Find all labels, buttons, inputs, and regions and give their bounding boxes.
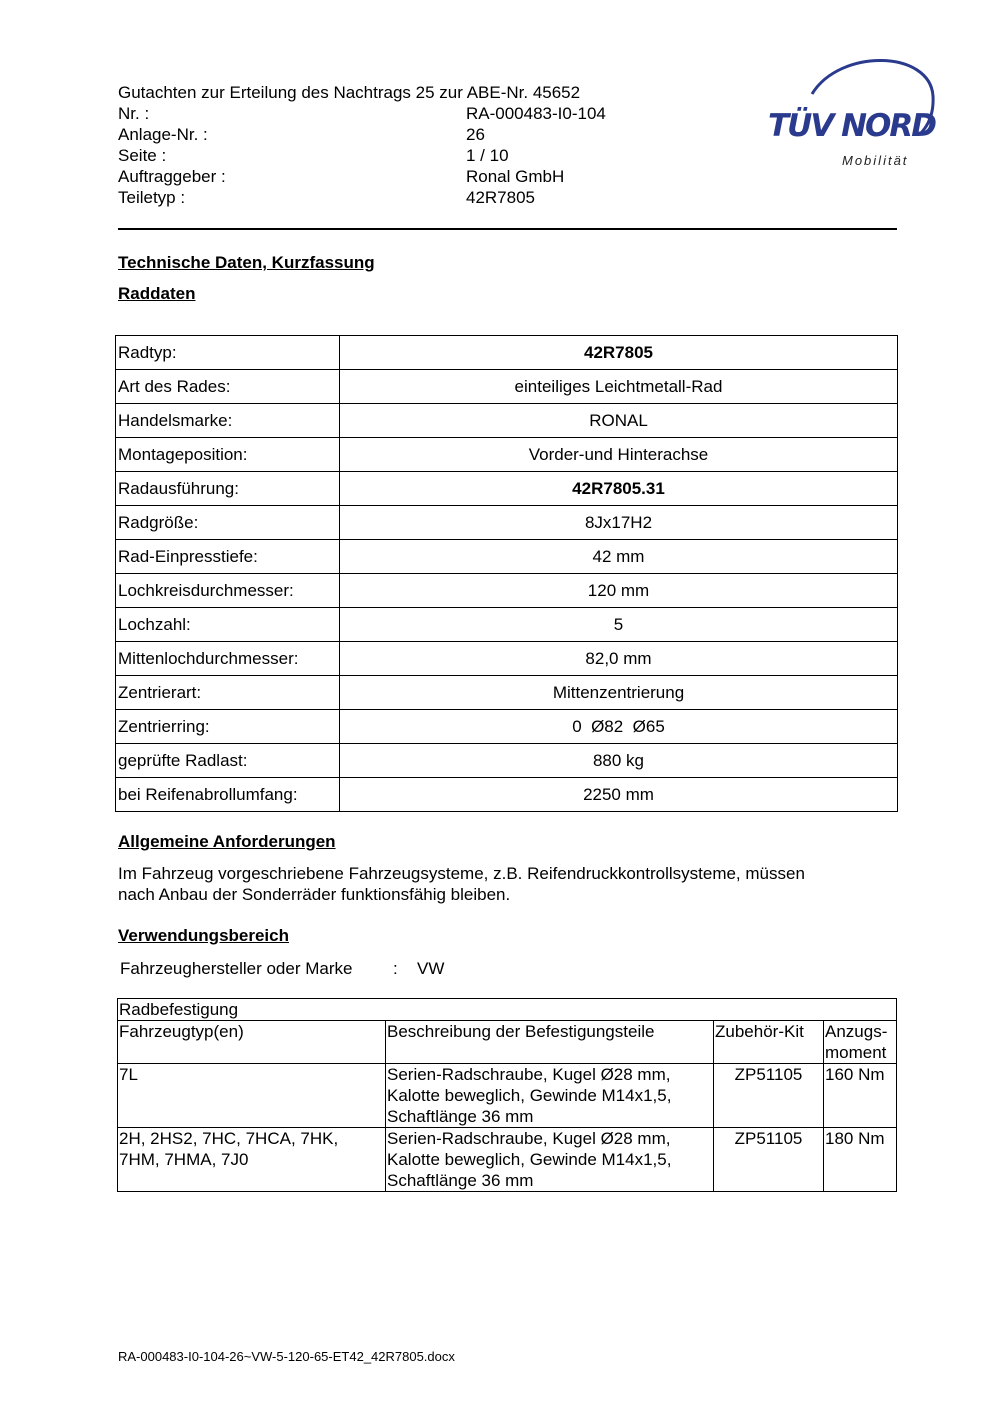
col-header-desc: Beschreibung der Befestigungsteile (386, 1021, 714, 1064)
wheel-value: RONAL (340, 404, 898, 438)
wheel-label: Lochkreisdurchmesser: (116, 574, 340, 608)
header-label: Seite : (118, 146, 167, 165)
header-label: Anlage-Nr. : (118, 125, 208, 144)
wheel-label: Radtyp: (116, 336, 340, 370)
wheel-value: 82,0 mm (340, 642, 898, 676)
table-row (116, 438, 898, 472)
wheel-label: Zentrierring: (116, 710, 340, 744)
wheel-label: Zentrierart: (116, 676, 340, 710)
header-row-auftraggeber (118, 166, 565, 187)
header-row-nr (118, 103, 606, 124)
col-header-torque-line: Anzugs- (825, 1022, 888, 1041)
table-row (116, 574, 898, 608)
wheel-label: bei Reifenabrollumfang: (116, 778, 340, 812)
description-line: Kalotte beweglich, Gewinde M14x1,5, (387, 1086, 672, 1105)
wheel-label: Montageposition: (116, 438, 340, 472)
table-header-row (118, 1021, 897, 1064)
wheel-value: 5 (340, 608, 898, 642)
table-row (116, 540, 898, 574)
torque: 160 Nm (824, 1064, 897, 1128)
table-row (116, 336, 898, 370)
section-allgemeine: Allgemeine Anforderungen (118, 832, 336, 851)
vehicle-type-line: 2H, 2HS2, 7HC, 7HCA, 7HK, (119, 1129, 339, 1148)
table-row (116, 370, 898, 404)
wheel-value: 42R7805.31 (340, 472, 898, 506)
wheel-label: Rad-Einpresstiefe: (116, 540, 340, 574)
description-line: Schaftlänge 36 mm (387, 1107, 534, 1126)
wheel-label: Lochzahl: (116, 608, 340, 642)
header-label: Nr. : (118, 104, 150, 123)
header-value: 26 (466, 125, 485, 144)
accessory-kit: ZP51105 (714, 1064, 824, 1128)
description-line: Schaftlänge 36 mm (387, 1171, 534, 1190)
mounting-title: Radbefestigung (118, 999, 897, 1021)
table-row (118, 999, 897, 1021)
document-title: Gutachten zur Erteilung des Nachtrags 25 zur ABE-Nr. 45652 (118, 83, 581, 102)
mounting-table (117, 998, 897, 1192)
col-header-kit: Zubehör-Kit (714, 1021, 824, 1064)
footer-filename: RA-000483-I0-104-26~VW-5-120-65-ET42_42R7805.docx (118, 1349, 455, 1364)
wheel-label: Handelsmarke: (116, 404, 340, 438)
table-row (116, 778, 898, 812)
table-row (116, 506, 898, 540)
wheel-value: 42R7805 (340, 336, 898, 370)
col-header-torque (824, 1021, 897, 1064)
col-header-torque-line: moment (825, 1043, 887, 1062)
wheel-label: Radgröße: (116, 506, 340, 540)
description-line: Serien-Radschraube, Kugel Ø28 mm, (387, 1129, 671, 1148)
wheel-value: 42 mm (340, 540, 898, 574)
section-verwendung: Verwendungsbereich (118, 926, 289, 945)
wheel-value: 0 Ø82 Ø65 (340, 710, 898, 744)
header-value: 1 / 10 (466, 146, 509, 165)
vehicle-type-line: 7L (119, 1065, 138, 1084)
table-row (116, 710, 898, 744)
table-row (118, 1064, 897, 1128)
wheel-label: Art des Rades: (116, 370, 340, 404)
wheel-value: 8Jx17H2 (340, 506, 898, 540)
manufacturer-value: VW (417, 959, 445, 978)
wheel-value: 120 mm (340, 574, 898, 608)
table-row (118, 1128, 897, 1192)
wheel-value: einteiliges Leichtmetall-Rad (340, 370, 898, 404)
description-line: Kalotte beweglich, Gewinde M14x1,5, (387, 1150, 672, 1169)
header-row-seite (118, 145, 509, 166)
logo-subtitle: Mobilität (842, 153, 909, 168)
table-row (116, 404, 898, 438)
torque: 180 Nm (824, 1128, 897, 1192)
header-row-teiletyp (118, 187, 536, 208)
allgemeine-text-line-1: Im Fahrzeug vorgeschriebene Fahrzeugsysteme, z.B. Reifendruckkontrollsysteme, müssen (118, 864, 805, 883)
header-value: 42R7805 (466, 188, 536, 207)
table-row (116, 608, 898, 642)
table-row (116, 676, 898, 710)
table-row (116, 744, 898, 778)
wheel-label: Radausführung: (116, 472, 340, 506)
header-value: RA-000483-I0-104 (466, 104, 606, 123)
table-row (116, 472, 898, 506)
manufacturer-separator: : (393, 959, 398, 978)
tuv-nord-logo: TÜV NORD (768, 108, 936, 144)
wheel-label: Mittenlochdurchmesser: (116, 642, 340, 676)
header-divider (118, 228, 897, 230)
vehicle-types (118, 1064, 386, 1128)
wheel-value: Vorder-und Hinterachse (340, 438, 898, 472)
wheel-value: 880 kg (340, 744, 898, 778)
header-label: Auftraggeber : (118, 167, 226, 186)
fastening-description (386, 1128, 714, 1192)
wheel-value: Mittenzentrierung (340, 676, 898, 710)
wheel-data-table (115, 335, 898, 812)
fastening-description (386, 1064, 714, 1128)
manufacturer-label: Fahrzeughersteller oder Marke (120, 959, 353, 978)
vehicle-type-line: 7HM, 7HMA, 7J0 (119, 1150, 249, 1169)
header-label: Teiletyp : (118, 188, 186, 207)
vehicle-types (118, 1128, 386, 1192)
section-technische-daten: Technische Daten, Kurzfassung (118, 253, 375, 272)
col-header-types: Fahrzeugtyp(en) (118, 1021, 386, 1064)
header-row-anlage (118, 124, 485, 145)
wheel-label: geprüfte Radlast: (116, 744, 340, 778)
table-row (116, 642, 898, 676)
allgemeine-text-line-2: nach Anbau der Sonderräder funktionsfähig bleiben. (118, 885, 511, 904)
section-raddaten: Raddaten (118, 284, 196, 303)
wheel-value: 2250 mm (340, 778, 898, 812)
description-line: Serien-Radschraube, Kugel Ø28 mm, (387, 1065, 671, 1084)
header-value: Ronal GmbH (466, 167, 565, 186)
accessory-kit: ZP51105 (714, 1128, 824, 1192)
